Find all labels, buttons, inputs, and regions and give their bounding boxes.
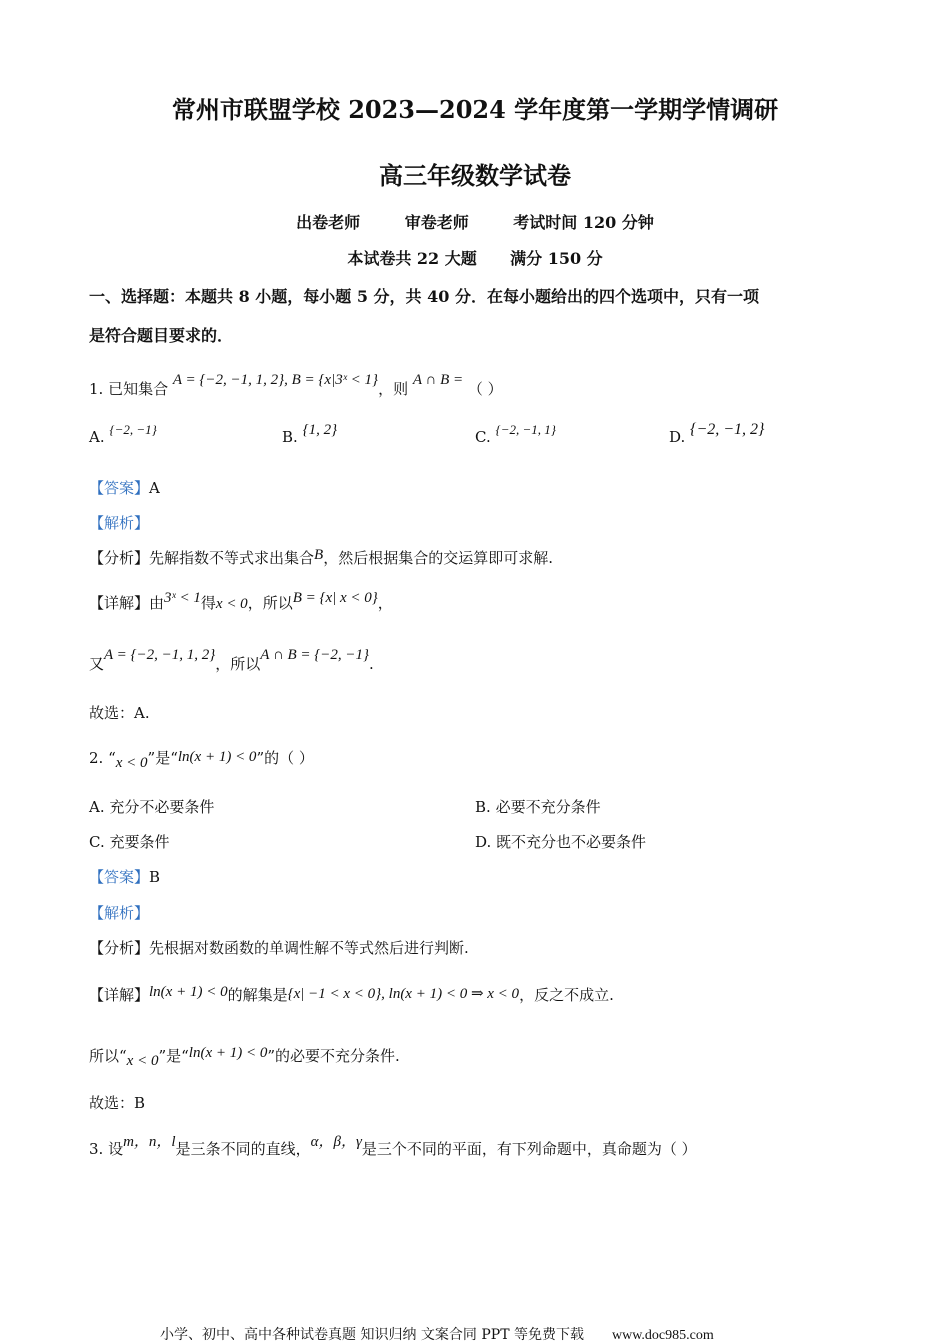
- q2-analysis-tag: 【解析】: [89, 904, 150, 922]
- q2-detail-b: 的解集是: [227, 986, 288, 1004]
- q2-prefix: 2. “: [89, 749, 116, 767]
- question-2-stem: [89, 747, 314, 771]
- q1-option-d: [669, 421, 765, 447]
- q1-detail-b: 3ˣ < 1: [164, 590, 201, 606]
- q1-analysis-tag: 【解析】: [89, 514, 150, 532]
- question-1-stem: [89, 372, 503, 399]
- q1-detail2-d: A ∩ B = {−2, −1}: [260, 647, 370, 663]
- question-1-prefix: 1. 已知集合: [89, 380, 169, 398]
- q1-detail-tag: 【详解】: [89, 594, 150, 612]
- q2-so-d: ln(x + 1) < 0: [188, 1045, 268, 1061]
- q2-option-a: [89, 796, 214, 817]
- exam-info-teachers: 出卷老师 审卷老师 考试时间 120 分钟: [296, 213, 654, 232]
- q1-detail2-e: .: [369, 655, 374, 673]
- q3-vars-lines: m，n，l: [123, 1134, 176, 1150]
- q3-prefix: 3. 设: [89, 1140, 124, 1158]
- q2-suffix: ”的（ ）: [256, 749, 314, 767]
- q1-fenxi-text-a: 先解指数不等式求出集合: [149, 549, 315, 567]
- q2-detail-d: ，反之不成立.: [519, 986, 614, 1004]
- q2-so-c: ”是“: [158, 1047, 189, 1065]
- q1-detail2-a: 又: [89, 655, 105, 673]
- q2-option-c-value: 充要条件: [109, 833, 170, 851]
- q1-detail2-c: ，所以: [215, 655, 261, 673]
- q1-answer-value: A: [149, 479, 160, 497]
- q2-option-d-label: D.: [475, 833, 492, 851]
- q3-mid: 是三条不同的直线，: [175, 1140, 311, 1158]
- q1-option-b-value: {1, 2}: [302, 422, 338, 438]
- exam-title: 常州市联盟学校 2023—2024 学年度第一学期学情调研: [171, 95, 779, 124]
- q2-detail-a: ln(x + 1) < 0: [149, 984, 228, 1000]
- question-1-sets: A = {−2, −1, 1, 2}, B = {x|3ˣ < 1}: [172, 372, 379, 388]
- q1-option-b: [282, 422, 338, 447]
- q1-detail2-b: A = {−2, −1, 1, 2}: [104, 647, 216, 663]
- q1-fenxi-text-c: ，然后根据集合的交运算即可求解.: [323, 549, 553, 567]
- exam-subtitle: 高三年级数学试卷: [379, 161, 571, 190]
- q2-detail: [89, 984, 614, 1005]
- q2-fenxi-tag: 【分析】: [89, 939, 150, 957]
- q1-option-b-label: B.: [282, 428, 298, 446]
- q1-detail-a: 由: [149, 594, 165, 612]
- q1-detail-line2: [89, 647, 374, 674]
- q3-suffix: 是三个不同的平面，有下列命题中，真命题为（ ）: [361, 1140, 697, 1158]
- q2-option-c-label: C.: [89, 833, 105, 851]
- q1-answer-tag: 【答案】: [89, 479, 150, 497]
- q1-option-a: [89, 422, 157, 446]
- q1-fenxi: [89, 547, 553, 568]
- section-heading-line2: 是符合题目要求的．: [89, 326, 234, 345]
- q2-option-b-value: 必要不充分条件: [495, 798, 601, 816]
- q2-answer-tag: 【答案】: [89, 868, 150, 886]
- q1-detail-f: B = {x| x < 0}: [292, 590, 378, 606]
- footer-text: 小学、初中、高中各种试卷真题 知识归纳 文案合同 PPT 等免费下载: [160, 1327, 584, 1343]
- q2-detail-c: {x| −1 < x < 0}, ln(x + 1) < 0 ⇒ x < 0: [287, 986, 520, 1002]
- q2-so-b: x < 0: [126, 1053, 159, 1069]
- q2-mid: ”是“: [147, 749, 178, 767]
- q1-detail-d: x < 0: [215, 596, 248, 612]
- q2-cond1: x < 0: [115, 755, 148, 771]
- q1-option-d-label: D.: [669, 428, 686, 446]
- q1-fenxi-var: B: [314, 547, 324, 563]
- q2-cond2: ln(x + 1) < 0: [177, 749, 257, 765]
- q2-conclusion: [89, 1045, 400, 1069]
- q1-detail-line1: [89, 592, 393, 613]
- q1-option-c-value: {−2, −1, 1}: [495, 422, 556, 437]
- q3-vars-planes: α，β，γ: [310, 1134, 362, 1150]
- q1-option-c-label: C.: [475, 428, 491, 446]
- question-1-expr: A ∩ B =: [412, 372, 464, 388]
- q2-choose: 故选：B: [89, 1094, 146, 1112]
- footer-url[interactable]: www.doc985.com: [611, 1328, 714, 1343]
- q2-so-a: 所以“: [89, 1047, 127, 1065]
- q1-option-a-label: A.: [89, 428, 105, 446]
- q2-option-a-value: 充分不必要条件: [109, 798, 215, 816]
- q1-fenxi-tag: 【分析】: [89, 549, 150, 567]
- q2-so-e: ”的必要不充分条件.: [267, 1047, 400, 1065]
- q2-fenxi-text: 先根据对数函数的单调性解不等式然后进行判断.: [149, 939, 469, 957]
- question-1-paren: （ ）: [467, 380, 503, 398]
- q1-detail-e: ，所以: [247, 594, 293, 612]
- page-footer: [160, 1324, 714, 1344]
- q2-option-b: [475, 796, 601, 817]
- question-3-stem: [89, 1134, 697, 1159]
- q2-option-d-value: 既不充分也不必要条件: [496, 833, 647, 851]
- section-heading-line1: 一、选择题：本题共 8 小题，每小题 5 分，共 40 分．在每小题给出的四个选项中，只有一项: [89, 287, 759, 306]
- q1-answer: [89, 477, 160, 498]
- q2-option-c: [89, 831, 170, 852]
- q2-fenxi: [89, 937, 469, 958]
- q1-detail-g: ，: [377, 594, 393, 612]
- q2-option-b-label: B.: [475, 798, 491, 816]
- exam-info-total: 本试卷共 22 大题 满分 150 分: [347, 249, 603, 268]
- q2-detail-tag: 【详解】: [89, 986, 150, 1004]
- q2-answer: [89, 866, 160, 887]
- q2-answer-value: B: [149, 868, 161, 886]
- q2-option-d: [475, 831, 646, 852]
- q1-choose: 故选：A.: [89, 704, 150, 722]
- q1-detail-c: 得: [200, 594, 216, 612]
- q1-option-d-value: {−2, −1, 2}: [690, 421, 765, 438]
- q1-option-c: [475, 422, 556, 446]
- q1-option-a-value: {−2, −1}: [109, 422, 157, 437]
- q2-option-a-label: A.: [89, 798, 105, 816]
- question-1-mid: ，则: [378, 380, 409, 398]
